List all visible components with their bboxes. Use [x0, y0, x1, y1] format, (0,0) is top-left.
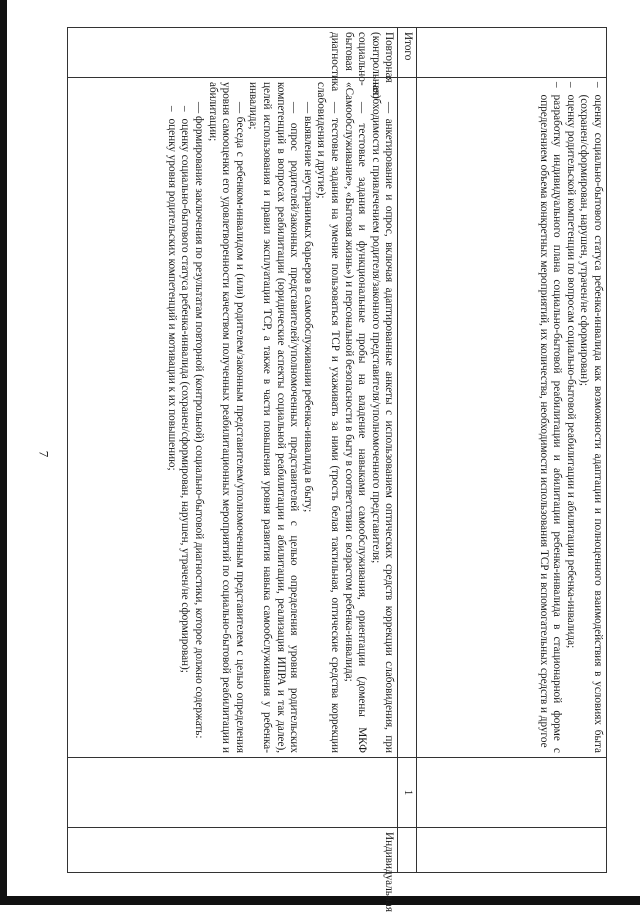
paragraph: — формирование заключения по результатам повторной (контрольной) социально-бытовой диагностики, которое должно содержать:: [193, 102, 206, 739]
content-cell-continuation: [417, 78, 607, 758]
table-row-repeat-diagnostics: [68, 28, 398, 873]
table-row-continuation: [417, 28, 607, 873]
count-cell-repeat: [68, 758, 398, 828]
total-content-empty: [398, 78, 417, 758]
count-cell-empty: [417, 758, 607, 828]
content-cell-repeat: [68, 78, 398, 758]
stage-label: Повторная (контрольная) социально-бытовая диагностика: [68, 28, 398, 78]
paragraph: — беседа с ребенком-инвалидом и (или) родителем/законным представителем/уполномоченным представителем с целью определения уровня самооценки его удовлетворенности качеством полученных реабилитационных мероприятий по социально-бытовой реабилитации и абилитации;: [206, 82, 246, 753]
paragraph: — анкетирование и опрос, включая адаптированные анкеты с использованием оптических средств коррекции слабовидения, при необходимости с привлечением родителя/законного представителя/уполномоченного представителя;: [369, 82, 396, 753]
frequency-cell-empty: [417, 828, 607, 873]
paragraph: — тестовые задания на умение пользоваться ТСР и ухаживать за ними (трость белая тактильная, оптические средства коррекции слабовидения и другие);: [315, 82, 342, 754]
page-number: 7: [36, 450, 52, 458]
total-frequency-empty: [398, 828, 417, 873]
list-item: – разработку индивидуального плана социально-бытовой реабилитации и абилитации ребенка-инвалида в стационарной форме с определением объема конкретных мероприятий, их количества, необходимости использования ТСР и вспомогательных средств и другое: [537, 82, 564, 753]
paragraph: — опрос родителей/законных представителей/уполномоченных представителей с целью определения уровня родительских компетенций в вопросах реабилитации (юридические аспекты социальной реабилитации и абилитации, реализация ИПРА и так далее), целей использования и правил эксплуатации ТСР, а также в части повышения уровня развития навыка самообслуживания у ребенка-инвалида;: [247, 82, 301, 753]
total-value: 1: [398, 758, 417, 828]
rotated-table-container: [67, 27, 607, 912]
list-item: – оценку социально-бытового статуса ребенка-инвалида как возможности адаптации и полноценного взаимодействия в условиях быта (сохранен/сформирован, нарушен, утрачен/не сформирован);: [578, 82, 604, 753]
paragraph: — выявление неустранимых барьеров в самообслуживании ребенка-инвалида в быту;: [301, 102, 314, 513]
paragraph: — тестовые задания и функциональные пробы на владение навыками самообслуживания, ориентации (домены МКФ «Самообслуживание», «Бытовая жизнь») и персональной безопасности в быту в соответствии с возрастом ребенка-инвалида;: [342, 82, 369, 753]
list-item: – оценку родительской компетенции по вопросам социально-бытовой реабилитации и абилитации ребенка-инвалида;: [564, 82, 577, 649]
sub-list-item: – оценку уровня родительских компетенций и мотивации к их повышению;: [165, 106, 178, 471]
sub-list-item: – оценку социально-бытового статуса ребенка-инвалида (сохранен/сформирован, нарушен, утрачен/не сформирован);: [179, 106, 192, 673]
rehab-table: [67, 27, 607, 912]
frequency-value: Индивидуальная: [68, 828, 398, 873]
table-row-total: [398, 28, 417, 873]
total-label: Итого: [398, 28, 417, 78]
stage-cell-empty: [417, 28, 607, 78]
